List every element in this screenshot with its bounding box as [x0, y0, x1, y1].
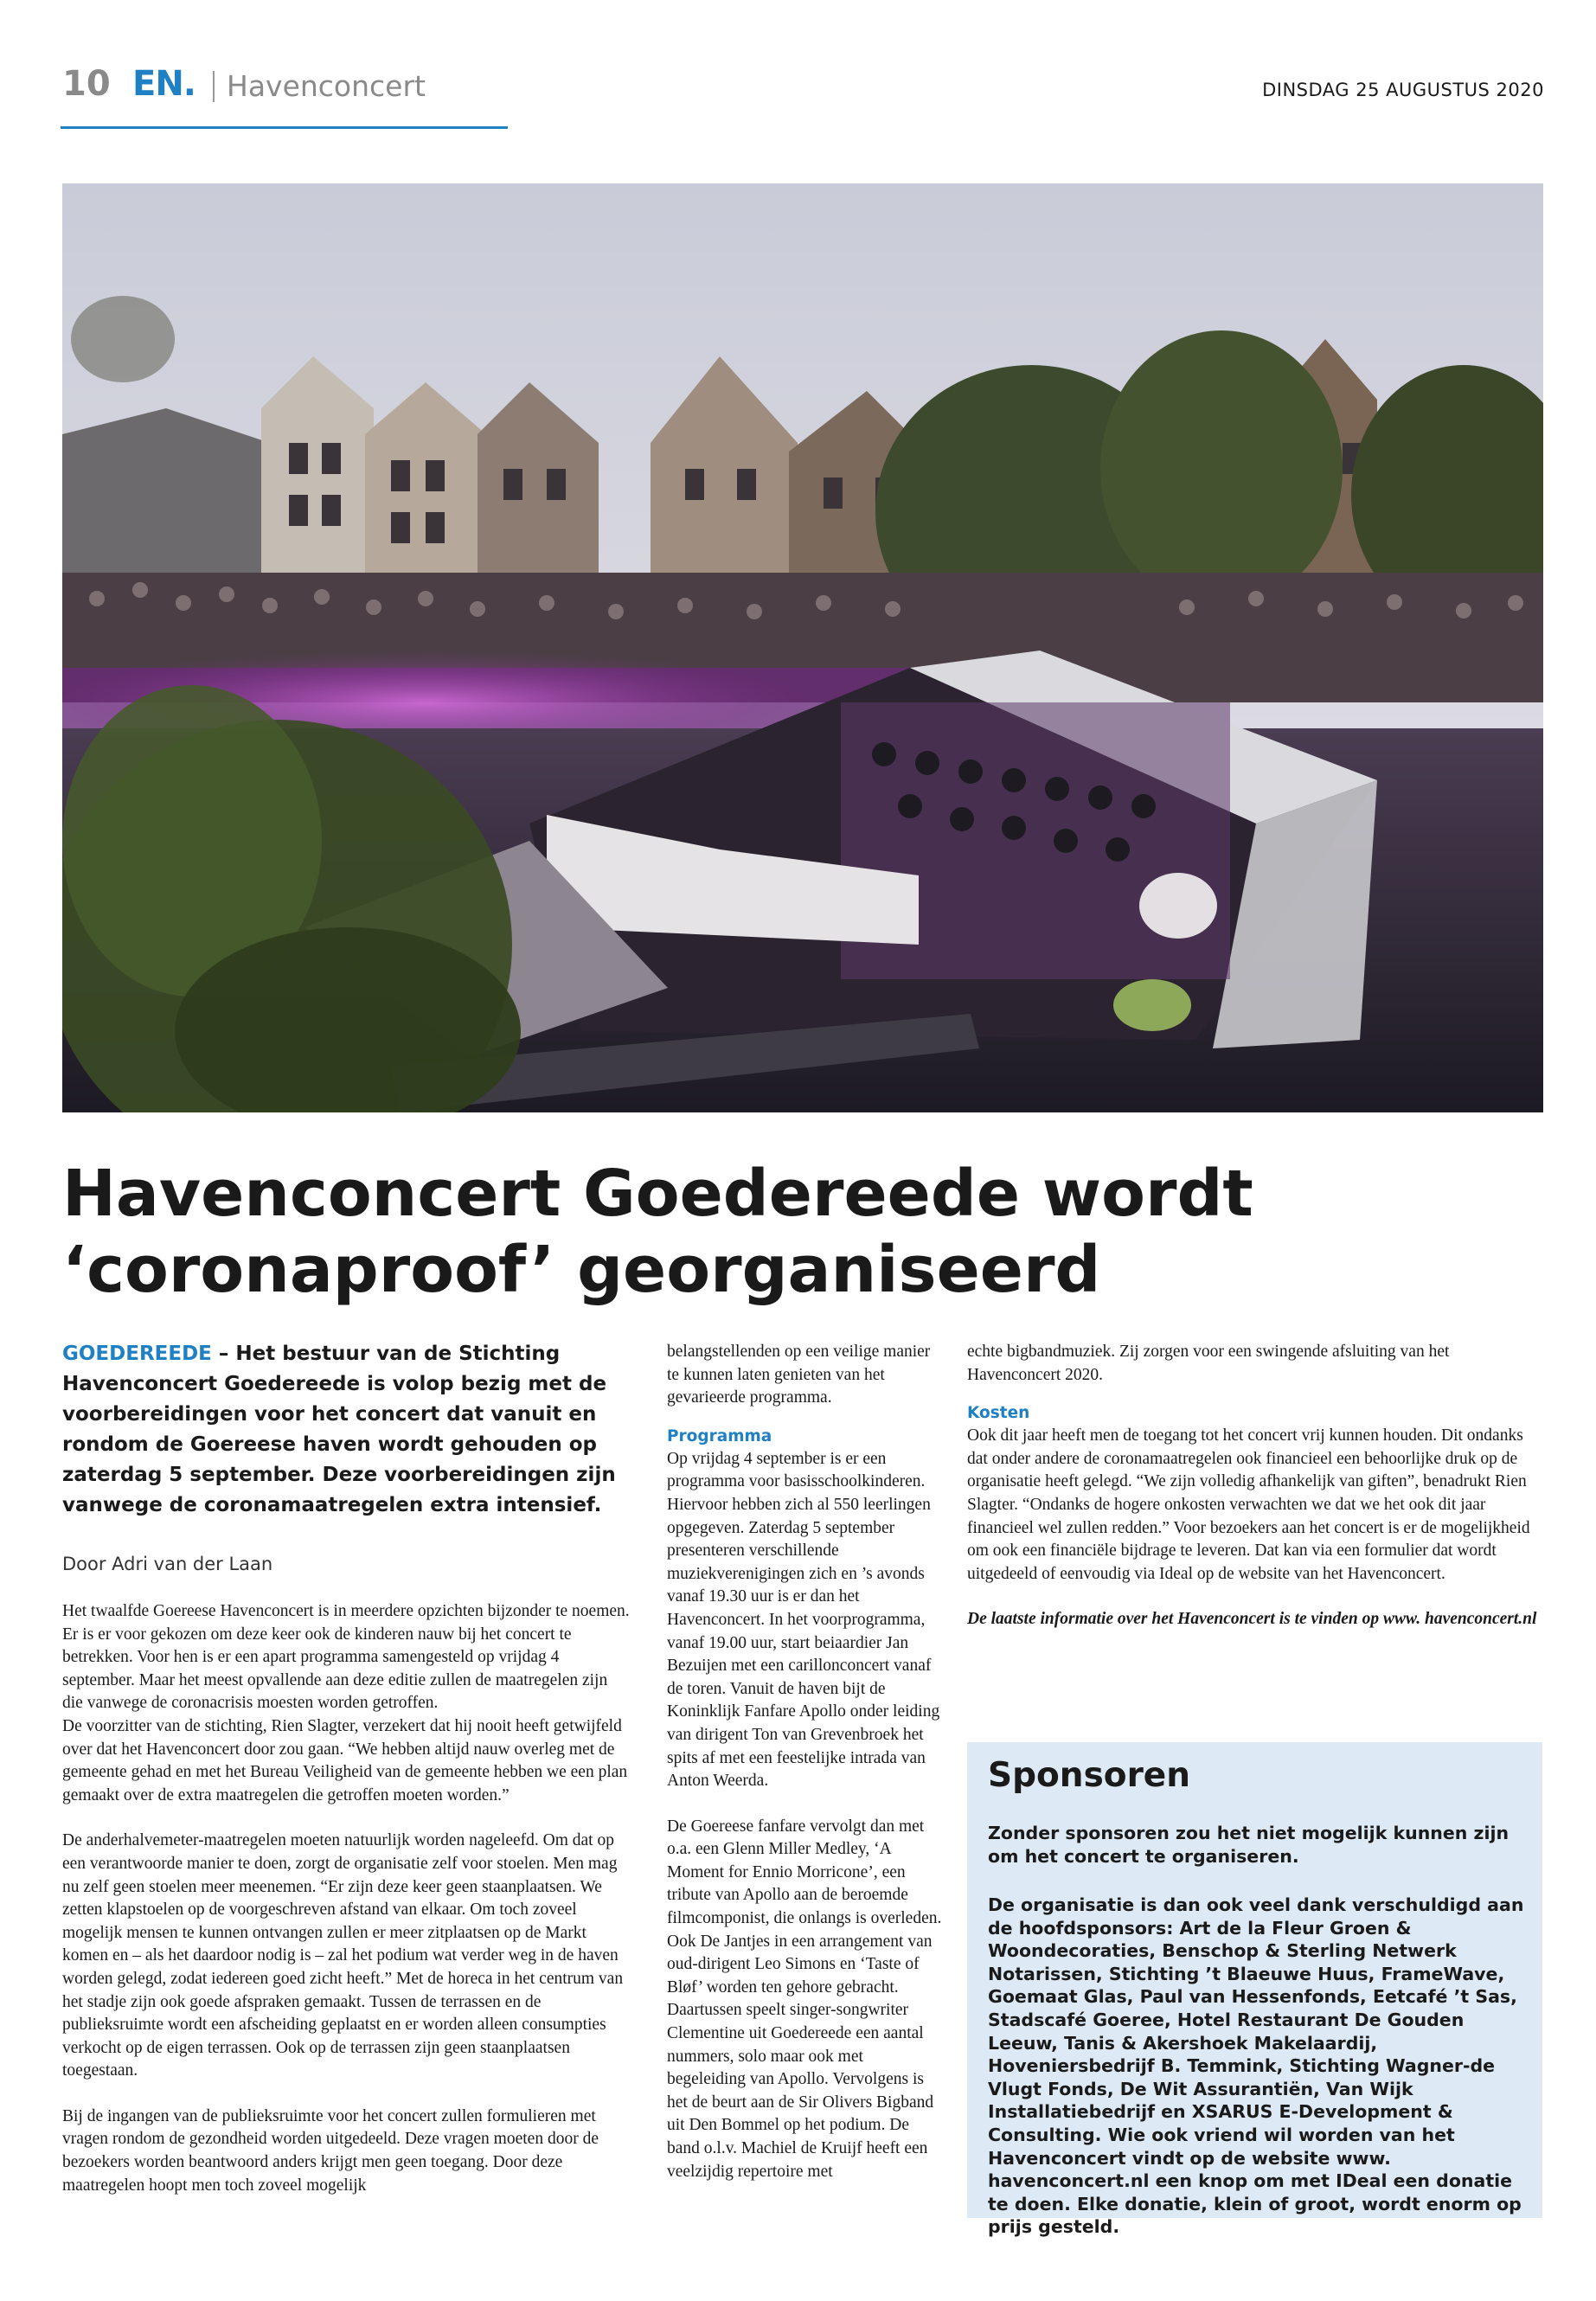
- dateline-place: GOEDEREEDE: [62, 1343, 212, 1365]
- body-paragraph: De anderhalvemeter-maatregelen moeten natuurlijk worden nageleefd. Om dat op een verantwoorde manier te doen, zorgt de organisatie zelf voor stoelen. Men mag nu zelf geen stoelen meer meenemen. “Er zijn deze keer geen staanplaatsen. We zetten klapstoelen op de voorgeschreven afstand van elkaar. Om toch zoveel mogelijk mensen te kunnen ontvangen zullen er meer zitplaatsen op de Markt komen en – als het daardoor nodig is – zal het podium wat verder weg in de haven worden gelegd, zodat iedereen goed zicht heeft.” Met de horeca in het centrum van het stadje zijn ook goede afspraken gemaakt. Tussen de terrassen en de publieksruimte wordt een afscheiding geplaatst en er worden alleen consumpties verkocht op de eigen terrassen. Ook op de terrassen zijn geen staanplaatsen toegestaan.: [62, 1831, 624, 2080]
- body-paragraph: Het twaalfde Goereese Havenconcert is in meerdere opzichten bijzonder te noemen. Er is er voor gekozen om deze keer ook de kinderen nauw bij het concert te betrekken. Voor hen is er een apart programma samengesteld op vrijdag 4 september. Maar het meest opvallende aan deze editie zullen de maatregelen zijn die vanwege de coronacrisis moesten worden getroffen.: [62, 1602, 630, 1713]
- byline: Door Adri van der Laan: [62, 1554, 273, 1574]
- article-column-2: [667, 1341, 942, 2206]
- article-headline: [62, 1156, 1533, 1308]
- body-paragraph: Op vrijdag 4 september is er een programma voor basisschoolkinderen. Hiervoor hebben zich al 550 leerlingen opgegeven. Zaterdag 5 september presenteren verschillende muziekverenigingen zich en ’s avonds vanaf 19.30 uur is er dan het Havenconcert. In het voorprogramma, vanaf 19.00 uur, start beiaardier Jan Bezuijen met een carillonconcert vanaf de toren. Vanuit de haven bijt de Koninklijk Fanfare Apollo onder leiding van dirigent Ton van Grevenbroek het spits af met een feestelijke intrada van Anton Weerda.: [667, 1449, 940, 1791]
- sponsor-list: De organisatie is dan ook veel dank verschuldigd aan de hoofdsponsors: Art de la Fleur Groen & Woondecoraties, Benschop & Sterling Netwerk Notarissen, Stichting ’t Blaeuwe Huus, FrameWave, Goemaat Glas, Paul van Hessenfonds, Eetcafé ’t Sas, Stadscafé Goeree, Hotel Restaurant De Gouden Leeuw, Tanis & Akershoek Makelaardij, Hoveniersbedrijf B. Temmink, Stichting Wagner-de Vlugt Fonds, De Wit Assurantiën, Van Wijk Installatiebedrijf en XSARUS E-Development & Consulting. Wie ook vriend wil worden van het Havenconcert vindt op de website www. havenconcert.nl een knop om met IDeal een donatie te doen. Elke donatie, klein of groot, wordt enorm op prijs gesteld.: [988, 1894, 1524, 2238]
- article-column-1: [62, 1339, 631, 2220]
- body-paragraph: Ook dit jaar heeft men de toegang tot het concert vrij kunnen houden. Dit ondanks dat onder andere de coronamaatregelen ook financieel een behoorlijke druk op de organisatie heeft gelegd. “We zijn volledig afhankelijk van giften”, benadrukt Rien Slagter. “Ondanks de hogere onkosten verwachten we dat we het ook dit jaar financieel wel zullen redden.” Voor bezoekers aan het concert is er de mogelijkheid om ook een financiële bijdrage te leveren. Dat kan via een formulier dat wordt uitgedeeld of eenvoudig via Ideal op de website van het Havenconcert.: [967, 1426, 1530, 1583]
- body-paragraph: echte bigbandmuziek. Zij zorgen voor een swingende afsluiting van het Havenconcert 2020.: [967, 1343, 1450, 1384]
- lead-text: – Het bestuur van de Stichting Havenconcert Goedereede is volop bezig met de voorbereidingen voor het concert dat vanuit en rondom de Goereese haven wordt gehouden op zaterdag 5 september. Deze voorbereidingen zijn vanwege de coronamaatregelen extra intensief.: [62, 1343, 616, 1516]
- headline-line-1: Havenconcert Goedereede wordt: [62, 1157, 1253, 1231]
- sponsor-intro: Zonder sponsoren zou het niet mogelijk kunnen zijn om het concert te organiseren.: [988, 1823, 1509, 1867]
- section-title: Havenconcert: [227, 69, 426, 103]
- issue-date: DINSDAG 25 AUGUSTUS 2020: [1262, 80, 1544, 100]
- page-number: 10: [62, 64, 111, 104]
- subheading-kosten: Kosten: [967, 1404, 1030, 1423]
- article-lead: [62, 1339, 631, 1521]
- header-rule: [61, 126, 508, 129]
- body-paragraph: Bij de ingangen van de publieksruimte voor het concert zullen formulieren met vragen rondom de gezondheid worden uitgedeeld. Deze vragen moeten door de bezoekers worden beantwoord anders krijgt men geen toegang. Door deze maatregelen hoopt men toch zoveel mogelijk: [62, 2106, 599, 2195]
- sponsor-title: Sponsoren: [988, 1756, 1191, 1795]
- body-paragraph: belangstellenden op een veilige manier te kunnen laten genieten van het gevarieerde programma.: [667, 1343, 931, 1407]
- concert-photo: [62, 183, 1543, 1112]
- headline-line-2: ‘coronaproof’ georganiseerd: [62, 1233, 1101, 1307]
- header-divider: [213, 71, 215, 102]
- sponsor-box: [967, 1742, 1542, 2238]
- article-column-3: [967, 1341, 1542, 1654]
- closing-note: De laatste informatie over het Havenconcert is te vinden op www. havenconcert.nl: [967, 1610, 1537, 1629]
- body-paragraph: De voorzitter van de stichting, Rien Slagter, verzekert dat hij nooit heeft getwijfeld over dat het Havenconcert door zou gaan. “We hebben altijd nauw overleg met de gemeente gehad en met het Bureau Veiligheid van de gemeente hebben we een plan gemaakt over de extra maatregelen die getroffen moeten worden.”: [62, 1716, 628, 1804]
- body-paragraph: De Goereese fanfare vervolgt dan met o.a. een Glenn Miller Medley, ‘A Moment for Ennio Morricone’, een tribute van Apollo aan de beroemde filmcomponist, die onlangs is overleden. Ook De Jantjes in een arrangement van oud-dirigent Leo Simons en ‘Taste of Bløf’ worden ten gehore gebracht. Daartussen speelt singer-songwriter Clementine uit Goedereede een aantal nummers, solo maar ook met begeleiding van Apollo. Vervolgens is het de beurt aan de Sir Olivers Bigband uit Den Bommel op het podium. De band o.l.v. Machiel de Kruijf heeft een veelzijdig repertoire met: [667, 1817, 942, 2181]
- publication-logo: EN.: [132, 64, 195, 104]
- subheading-programma: Programma: [667, 1426, 772, 1445]
